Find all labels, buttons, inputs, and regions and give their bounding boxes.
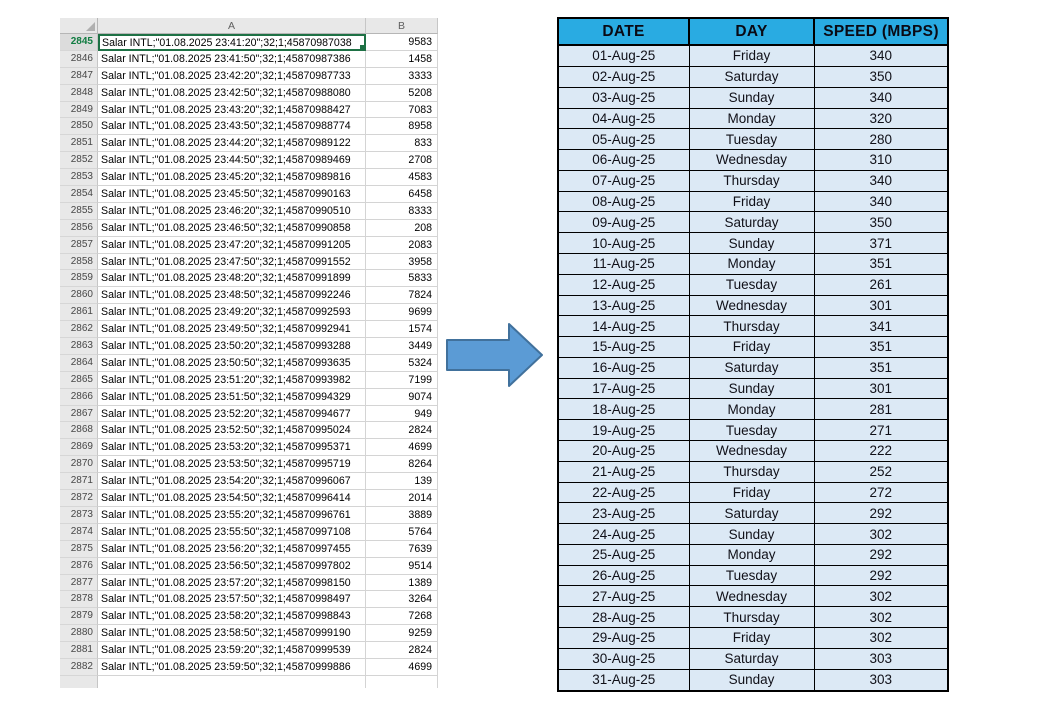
speed-table-row [558, 669, 948, 691]
cell-a[interactable]: Salar INTL;"01.08.2025 23:45:50";32;1;45870990163 [98, 186, 366, 203]
sheet-row [60, 524, 438, 541]
sheet-partial-row [60, 676, 438, 688]
speed-table-row [558, 565, 948, 586]
sheet-row [60, 422, 438, 439]
speed-table-speed-cell: 341 [814, 316, 948, 337]
sheet-row [60, 203, 438, 220]
row-header[interactable]: 2859 [60, 270, 98, 287]
speed-table-row [558, 503, 948, 524]
speed-table-day-cell: Monday [689, 108, 814, 129]
column-header-b[interactable]: B [366, 18, 438, 34]
cell-a[interactable]: Salar INTL;"01.08.2025 23:52:50";32;1;45870995024 [98, 422, 366, 439]
speed-table-date-cell: 09-Aug-25 [558, 212, 689, 233]
sheet-row [60, 372, 438, 389]
sheet-row [60, 169, 438, 186]
cell-b[interactable]: 4699 [366, 659, 438, 676]
speed-table-row [558, 295, 948, 316]
sheet-row [60, 439, 438, 456]
cell-b[interactable]: 7199 [366, 372, 438, 389]
cell-a[interactable]: Salar INTL;"01.08.2025 23:57:20";32;1;45870998150 [98, 575, 366, 592]
cell-a[interactable]: Salar INTL;"01.08.2025 23:46:50";32;1;45870990858 [98, 220, 366, 237]
speed-table-day-cell: Tuesday [689, 565, 814, 586]
sheet-row [60, 237, 438, 254]
row-header[interactable]: 2853 [60, 169, 98, 186]
sheet-row [60, 304, 438, 321]
speed-table-speed-cell: 302 [814, 586, 948, 607]
cell-b[interactable]: 9583 [366, 34, 438, 51]
cell-b[interactable]: 9259 [366, 625, 438, 642]
speed-table-date-cell: 11-Aug-25 [558, 253, 689, 274]
row-header[interactable]: 2845 [60, 34, 98, 51]
speed-table-date-cell: 24-Aug-25 [558, 524, 689, 545]
speed-table-row [558, 191, 948, 212]
speed-table-speed-cell: 292 [814, 544, 948, 565]
cell-a[interactable]: Salar INTL;"01.08.2025 23:58:50";32;1;45870999190 [98, 625, 366, 642]
speed-table-day-cell: Saturday [689, 357, 814, 378]
cell-b[interactable]: 5833 [366, 270, 438, 287]
speed-table-speed-cell: 351 [814, 337, 948, 358]
speed-table-day-cell: Wednesday [689, 586, 814, 607]
speed-table-date-cell: 22-Aug-25 [558, 482, 689, 503]
row-header[interactable]: 2849 [60, 102, 98, 119]
row-header[interactable]: 2871 [60, 473, 98, 490]
cell-a[interactable]: Salar INTL;"01.08.2025 23:51:50";32;1;45870994329 [98, 389, 366, 406]
speed-table-row [558, 87, 948, 108]
sheet-row [60, 118, 438, 135]
speed-table-date-cell: 30-Aug-25 [558, 648, 689, 669]
row-header[interactable]: 2851 [60, 135, 98, 152]
sheet-column-headers [60, 18, 438, 34]
cell-b[interactable]: 9699 [366, 304, 438, 321]
cell-b[interactable]: 9514 [366, 558, 438, 575]
select-all-corner[interactable] [60, 18, 98, 34]
row-header[interactable]: 2874 [60, 524, 98, 541]
cell-a[interactable]: Salar INTL;"01.08.2025 23:53:20";32;1;45870995371 [98, 439, 366, 456]
speed-table-day-cell: Saturday [689, 66, 814, 87]
cell-a[interactable]: Salar INTL;"01.08.2025 23:41:50";32;1;45870987386 [98, 51, 366, 68]
sheet-row [60, 490, 438, 507]
speed-table-row [558, 274, 948, 295]
row-header[interactable]: 2864 [60, 355, 98, 372]
speed-table-speed-cell: 302 [814, 524, 948, 545]
speed-table-speed-cell: 281 [814, 399, 948, 420]
sheet-row [60, 575, 438, 592]
row-header[interactable]: 2878 [60, 591, 98, 608]
cell-b[interactable]: 4583 [366, 169, 438, 186]
speed-table-speed-cell: 351 [814, 253, 948, 274]
speed-table-row [558, 607, 948, 628]
sheet-row [60, 659, 438, 676]
speed-table-day-cell: Thursday [689, 461, 814, 482]
speed-table-row [558, 253, 948, 274]
cell-a[interactable]: Salar INTL;"01.08.2025 23:58:20";32;1;45870998843 [98, 608, 366, 625]
sheet-row [60, 68, 438, 85]
spreadsheet [60, 18, 438, 688]
sheet-row [60, 473, 438, 490]
cell-a[interactable]: Salar INTL;"01.08.2025 23:49:20";32;1;45870992593 [98, 304, 366, 321]
cell-b[interactable]: 4699 [366, 439, 438, 456]
row-header[interactable]: 2869 [60, 439, 98, 456]
cell-b[interactable]: 1389 [366, 575, 438, 592]
cell-b[interactable]: 3449 [366, 338, 438, 355]
cell-a[interactable]: Salar INTL;"01.08.2025 23:47:20";32;1;45870991205 [98, 237, 366, 254]
cell-a[interactable]: Salar INTL;"01.08.2025 23:44:20";32;1;45870989122 [98, 135, 366, 152]
sheet-row [60, 270, 438, 287]
cell-b[interactable]: 208 [366, 220, 438, 237]
cell-b[interactable]: 1458 [366, 51, 438, 68]
speed-table-date-cell: 10-Aug-25 [558, 233, 689, 254]
speed-table-day-cell: Saturday [689, 212, 814, 233]
speed-table-day-cell: Friday [689, 45, 814, 66]
speed-table-speed-cell: 272 [814, 482, 948, 503]
cell-b[interactable]: 7083 [366, 102, 438, 119]
speed-table-speed-cell: 252 [814, 461, 948, 482]
speed-table-speed-cell: 340 [814, 87, 948, 108]
speed-table-speed-cell: 222 [814, 441, 948, 462]
row-header[interactable]: 2868 [60, 422, 98, 439]
sheet-row [60, 34, 438, 51]
cell-b[interactable]: 8264 [366, 456, 438, 473]
sheet-row [60, 591, 438, 608]
speed-table-header-date: DATE [558, 18, 689, 45]
sheet-row [60, 406, 438, 423]
cell-a[interactable]: Salar INTL;"01.08.2025 23:54:50";32;1;45870996414 [98, 490, 366, 507]
speed-table-row [558, 357, 948, 378]
row-header[interactable]: 2856 [60, 220, 98, 237]
cell-a[interactable]: Salar INTL;"01.08.2025 23:50:50";32;1;45870993635 [98, 355, 366, 372]
cell-a[interactable]: Salar INTL;"01.08.2025 23:44:50";32;1;45870989469 [98, 152, 366, 169]
sheet-row [60, 608, 438, 625]
sheet-row [60, 389, 438, 406]
cell-a[interactable]: Salar INTL;"01.08.2025 23:47:50";32;1;45870991552 [98, 254, 366, 271]
row-header[interactable]: 2877 [60, 575, 98, 592]
speed-table-date-cell: 14-Aug-25 [558, 316, 689, 337]
cell-b[interactable]: 7639 [366, 541, 438, 558]
cell-a[interactable]: Salar INTL;"01.08.2025 23:57:50";32;1;45870998497 [98, 591, 366, 608]
cell-a[interactable]: Salar INTL;"01.08.2025 23:59:50";32;1;45870999886 [98, 659, 366, 676]
speed-table-day-cell: Monday [689, 544, 814, 565]
sheet-row [60, 51, 438, 68]
speed-table-speed-cell: 280 [814, 129, 948, 150]
speed-table-date-cell: 29-Aug-25 [558, 628, 689, 649]
speed-table-row [558, 66, 948, 87]
sheet-row [60, 338, 438, 355]
speed-table-speed-cell: 340 [814, 191, 948, 212]
cell-a[interactable]: Salar INTL;"01.08.2025 23:48:20";32;1;45870991899 [98, 270, 366, 287]
speed-table-day-cell: Friday [689, 482, 814, 503]
sheet-rows [60, 34, 438, 676]
row-header[interactable]: 2882 [60, 659, 98, 676]
speed-table-date-cell: 01-Aug-25 [558, 45, 689, 66]
cell-b[interactable]: 3958 [366, 254, 438, 271]
select-all-triangle-icon [86, 22, 95, 31]
sheet-row [60, 507, 438, 524]
row-header[interactable]: 2852 [60, 152, 98, 169]
sheet-row [60, 186, 438, 203]
row-header[interactable]: 2857 [60, 237, 98, 254]
sheet-row [60, 152, 438, 169]
speed-table-header-day: DAY [689, 18, 814, 45]
speed-table-speed-cell: 303 [814, 648, 948, 669]
cell-a[interactable]: Salar INTL;"01.08.2025 23:55:50";32;1;45870997108 [98, 524, 366, 541]
sheet-row [60, 558, 438, 575]
speed-table-date-cell: 04-Aug-25 [558, 108, 689, 129]
speed-table-date-cell: 13-Aug-25 [558, 295, 689, 316]
cell-b[interactable]: 2014 [366, 490, 438, 507]
row-header[interactable]: 2865 [60, 372, 98, 389]
speed-table-day-cell: Sunday [689, 233, 814, 254]
speed-table-row [558, 129, 948, 150]
speed-table-day-cell: Monday [689, 253, 814, 274]
cell-b[interactable]: 949 [366, 406, 438, 423]
sheet-row [60, 625, 438, 642]
row-header[interactable]: 2846 [60, 51, 98, 68]
speed-table-date-cell: 16-Aug-25 [558, 357, 689, 378]
speed-table-date-cell: 03-Aug-25 [558, 87, 689, 108]
cell-a[interactable]: Salar INTL;"01.08.2025 23:55:20";32;1;45870996761 [98, 507, 366, 524]
sheet-row [60, 642, 438, 659]
cell-a[interactable]: Salar INTL;"01.08.2025 23:43:20";32;1;45870988427 [98, 102, 366, 119]
speed-table-speed-cell: 302 [814, 607, 948, 628]
speed-table-day-cell: Thursday [689, 316, 814, 337]
cell-a[interactable]: Salar INTL;"01.08.2025 23:42:50";32;1;45870988080 [98, 85, 366, 102]
row-header[interactable]: 2860 [60, 287, 98, 304]
cell-b[interactable]: 3264 [366, 591, 438, 608]
speed-table-speed-cell: 303 [814, 669, 948, 691]
speed-table-row [558, 628, 948, 649]
cell-b[interactable]: 7824 [366, 287, 438, 304]
speed-table-row [558, 45, 948, 66]
cell-b[interactable]: 8958 [366, 118, 438, 135]
speed-table-row [558, 212, 948, 233]
speed-table-row [558, 524, 948, 545]
row-header[interactable]: 2858 [60, 254, 98, 271]
sheet-row [60, 355, 438, 372]
cell-b[interactable]: 7268 [366, 608, 438, 625]
cell-a[interactable]: Salar INTL;"01.08.2025 23:51:20";32;1;45870993982 [98, 372, 366, 389]
speed-table-date-cell: 20-Aug-25 [558, 441, 689, 462]
row-header[interactable]: 2867 [60, 406, 98, 423]
row-header[interactable]: 2870 [60, 456, 98, 473]
sheet-row [60, 254, 438, 271]
sheet-row [60, 85, 438, 102]
speed-table-speed-cell: 301 [814, 295, 948, 316]
speed-table-date-cell: 06-Aug-25 [558, 150, 689, 171]
row-header[interactable]: 2862 [60, 321, 98, 338]
speed-table-date-cell: 08-Aug-25 [558, 191, 689, 212]
speed-table-row [558, 441, 948, 462]
sheet-row [60, 321, 438, 338]
speed-table-date-cell: 25-Aug-25 [558, 544, 689, 565]
row-header[interactable]: 2872 [60, 490, 98, 507]
speed-table-header-speed: SPEED (MBPS) [814, 18, 948, 45]
speed-table-date-cell: 21-Aug-25 [558, 461, 689, 482]
speed-table-speed-cell: 350 [814, 66, 948, 87]
row-header[interactable]: 2861 [60, 304, 98, 321]
speed-table-day-cell: Tuesday [689, 129, 814, 150]
speed-table-speed-cell: 271 [814, 420, 948, 441]
speed-table-row [558, 316, 948, 337]
speed-table-header-row [558, 18, 948, 45]
cell-b[interactable]: 139 [366, 473, 438, 490]
speed-table-date-cell: 12-Aug-25 [558, 274, 689, 295]
cell-b[interactable]: 5764 [366, 524, 438, 541]
speed-table-row [558, 586, 948, 607]
speed-table-row [558, 378, 948, 399]
cell-b[interactable]: 6458 [366, 186, 438, 203]
speed-table-row [558, 170, 948, 191]
cell-a[interactable]: Salar INTL;"01.08.2025 23:52:20";32;1;45870994677 [98, 406, 366, 423]
speed-table-date-cell: 31-Aug-25 [558, 669, 689, 691]
row-header[interactable]: 2866 [60, 389, 98, 406]
speed-table-date-cell: 02-Aug-25 [558, 66, 689, 87]
speed-table-date-cell: 28-Aug-25 [558, 607, 689, 628]
speed-table-speed-cell: 292 [814, 565, 948, 586]
speed-table-day-cell: Thursday [689, 607, 814, 628]
speed-table-row [558, 482, 948, 503]
cell-a[interactable]: Salar INTL;"01.08.2025 23:50:20";32;1;45870993288 [98, 338, 366, 355]
sheet-row [60, 102, 438, 119]
right-arrow-icon [445, 322, 545, 388]
speed-table-row [558, 461, 948, 482]
speed-table-row [558, 420, 948, 441]
speed-table-speed-cell: 301 [814, 378, 948, 399]
speed-table-day-cell: Wednesday [689, 441, 814, 462]
speed-table-day-cell: Tuesday [689, 420, 814, 441]
row-header[interactable]: 2879 [60, 608, 98, 625]
cell-b[interactable]: 3333 [366, 68, 438, 85]
cell-a[interactable]: Salar INTL;"01.08.2025 23:59:20";32;1;45870999539 [98, 642, 366, 659]
speed-table-speed-cell: 350 [814, 212, 948, 233]
speed-table-speed-cell: 340 [814, 45, 948, 66]
cell-b[interactable]: 1574 [366, 321, 438, 338]
speed-table-day-cell: Sunday [689, 669, 814, 691]
speed-table-day-cell: Thursday [689, 170, 814, 191]
cell-b[interactable]: 9074 [366, 389, 438, 406]
speed-table-date-cell: 15-Aug-25 [558, 337, 689, 358]
speed-table-day-cell: Sunday [689, 378, 814, 399]
cell-b[interactable]: 833 [366, 135, 438, 152]
row-header[interactable]: 2855 [60, 203, 98, 220]
speed-table-row [558, 544, 948, 565]
speed-table-date-cell: 17-Aug-25 [558, 378, 689, 399]
row-header[interactable]: 2880 [60, 625, 98, 642]
speed-table-row [558, 337, 948, 358]
speed-table-day-cell: Sunday [689, 524, 814, 545]
speed-table-date-cell: 19-Aug-25 [558, 420, 689, 441]
speed-table-speed-cell: 320 [814, 108, 948, 129]
speed-table-speed-cell: 351 [814, 357, 948, 378]
column-header-a[interactable]: A [98, 18, 366, 34]
cell-a[interactable]: Salar INTL;"01.08.2025 23:46:20";32;1;45870990510 [98, 203, 366, 220]
speed-table-day-cell: Friday [689, 191, 814, 212]
cell-a[interactable]: Salar INTL;"01.08.2025 23:56:20";32;1;45870997455 [98, 541, 366, 558]
cell-a[interactable]: Salar INTL;"01.08.2025 23:54:20";32;1;45870996067 [98, 473, 366, 490]
speed-table-speed-cell: 371 [814, 233, 948, 254]
cell-a[interactable]: Salar INTL;"01.08.2025 23:43:50";32;1;45870988774 [98, 118, 366, 135]
speed-table [557, 17, 949, 692]
cell-b[interactable]: 2824 [366, 422, 438, 439]
row-header[interactable]: 2847 [60, 68, 98, 85]
speed-table-day-cell: Tuesday [689, 274, 814, 295]
speed-table-row [558, 399, 948, 420]
cell-b[interactable]: 3889 [366, 507, 438, 524]
speed-table-day-cell: Saturday [689, 503, 814, 524]
speed-table-day-cell: Wednesday [689, 150, 814, 171]
cell-a[interactable]: Salar INTL;"01.08.2025 23:41:20";32;1;45870987038 [98, 34, 366, 51]
speed-table-day-cell: Friday [689, 337, 814, 358]
speed-table-date-cell: 18-Aug-25 [558, 399, 689, 420]
speed-table-speed-cell: 310 [814, 150, 948, 171]
speed-table-day-cell: Wednesday [689, 295, 814, 316]
speed-table-speed-cell: 292 [814, 503, 948, 524]
speed-table-day-cell: Friday [689, 628, 814, 649]
row-header[interactable]: 2854 [60, 186, 98, 203]
speed-table-date-cell: 05-Aug-25 [558, 129, 689, 150]
row-header[interactable]: 2876 [60, 558, 98, 575]
speed-table-day-cell: Saturday [689, 648, 814, 669]
speed-table-date-cell: 27-Aug-25 [558, 586, 689, 607]
cell-a[interactable]: Salar INTL;"01.08.2025 23:49:50";32;1;45870992941 [98, 321, 366, 338]
speed-table-speed-cell: 302 [814, 628, 948, 649]
cell-b[interactable]: 5208 [366, 85, 438, 102]
cell-a[interactable]: Salar INTL;"01.08.2025 23:53:50";32;1;45870995719 [98, 456, 366, 473]
speed-table-row [558, 233, 948, 254]
speed-table-date-cell: 26-Aug-25 [558, 565, 689, 586]
sheet-row [60, 456, 438, 473]
cell-b[interactable]: 8333 [366, 203, 438, 220]
cell-a[interactable]: Salar INTL;"01.08.2025 23:48:50";32;1;45870992246 [98, 287, 366, 304]
speed-table-date-cell: 07-Aug-25 [558, 170, 689, 191]
sheet-row [60, 287, 438, 304]
sheet-row [60, 220, 438, 237]
row-header[interactable]: 2875 [60, 541, 98, 558]
sheet-row [60, 541, 438, 558]
speed-table-speed-cell: 261 [814, 274, 948, 295]
cell-b[interactable]: 2824 [366, 642, 438, 659]
row-header[interactable]: 2863 [60, 338, 98, 355]
row-header[interactable]: 2848 [60, 85, 98, 102]
cell-a[interactable]: Salar INTL;"01.08.2025 23:56:50";32;1;45870997802 [98, 558, 366, 575]
cell-a[interactable]: Salar INTL;"01.08.2025 23:42:20";32;1;45870987733 [98, 68, 366, 85]
speed-table-row [558, 150, 948, 171]
cell-b[interactable]: 2708 [366, 152, 438, 169]
speed-table-day-cell: Sunday [689, 87, 814, 108]
speed-table-row [558, 108, 948, 129]
sheet-row [60, 135, 438, 152]
row-header[interactable]: 2881 [60, 642, 98, 659]
speed-table-row [558, 648, 948, 669]
speed-table-day-cell: Monday [689, 399, 814, 420]
cell-b[interactable]: 2083 [366, 237, 438, 254]
speed-table-date-cell: 23-Aug-25 [558, 503, 689, 524]
speed-table-speed-cell: 340 [814, 170, 948, 191]
row-header[interactable]: 2873 [60, 507, 98, 524]
cell-a[interactable]: Salar INTL;"01.08.2025 23:45:20";32;1;45870989816 [98, 169, 366, 186]
cell-b[interactable]: 5324 [366, 355, 438, 372]
row-header[interactable]: 2850 [60, 118, 98, 135]
